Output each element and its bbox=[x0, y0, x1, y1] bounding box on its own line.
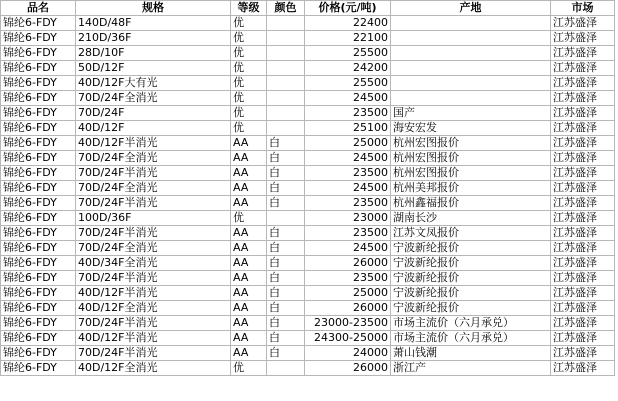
cell-color: 白 bbox=[267, 346, 305, 361]
cell-grade: AA bbox=[231, 136, 267, 151]
cell-name: 锦纶6-FDY bbox=[1, 61, 76, 76]
cell-name: 锦纶6-FDY bbox=[1, 16, 76, 31]
cell-market: 江苏盛泽 bbox=[551, 316, 615, 331]
cell-origin: 市场主流价（六月承兑） bbox=[391, 316, 551, 331]
cell-origin: 杭州宏图报价 bbox=[391, 151, 551, 166]
cell-spec: 140D/48F bbox=[76, 16, 231, 31]
cell-market: 江苏盛泽 bbox=[551, 271, 615, 286]
cell-origin: 宁波新纶报价 bbox=[391, 286, 551, 301]
header-row bbox=[1, 1, 615, 16]
cell-color: 白 bbox=[267, 256, 305, 271]
cell-price: 24000 bbox=[305, 346, 391, 361]
cell-color: 白 bbox=[267, 316, 305, 331]
cell-price: 25000 bbox=[305, 136, 391, 151]
cell-origin: 浙江产 bbox=[391, 361, 551, 376]
table-row bbox=[1, 346, 615, 361]
cell-grade: 优 bbox=[231, 46, 267, 61]
cell-price: 23500 bbox=[305, 271, 391, 286]
cell-origin: 国产 bbox=[391, 106, 551, 121]
cell-spec: 40D/12F半消光 bbox=[76, 286, 231, 301]
cell-origin: 杭州宏图报价 bbox=[391, 136, 551, 151]
cell-price: 23500 bbox=[305, 106, 391, 121]
cell-market: 江苏盛泽 bbox=[551, 151, 615, 166]
cell-price: 23500 bbox=[305, 166, 391, 181]
cell-market: 江苏盛泽 bbox=[551, 196, 615, 211]
cell-color bbox=[267, 106, 305, 121]
cell-market: 江苏盛泽 bbox=[551, 346, 615, 361]
table-row bbox=[1, 256, 615, 271]
cell-market: 江苏盛泽 bbox=[551, 106, 615, 121]
cell-origin: 宁波新纶报价 bbox=[391, 301, 551, 316]
table-row bbox=[1, 76, 615, 91]
cell-grade: 优 bbox=[231, 211, 267, 226]
cell-origin: 杭州美邦报价 bbox=[391, 181, 551, 196]
cell-grade: 优 bbox=[231, 91, 267, 106]
cell-price: 25100 bbox=[305, 121, 391, 136]
cell-color: 白 bbox=[267, 226, 305, 241]
cell-market: 江苏盛泽 bbox=[551, 121, 615, 136]
cell-spec: 28D/10F bbox=[76, 46, 231, 61]
cell-price: 26000 bbox=[305, 256, 391, 271]
cell-market: 江苏盛泽 bbox=[551, 181, 615, 196]
cell-spec: 70D/24F全消光 bbox=[76, 151, 231, 166]
cell-color bbox=[267, 121, 305, 136]
cell-spec: 70D/24F全消光 bbox=[76, 181, 231, 196]
cell-origin: 杭州鑫福报价 bbox=[391, 196, 551, 211]
cell-name: 锦纶6-FDY bbox=[1, 106, 76, 121]
cell-name: 锦纶6-FDY bbox=[1, 286, 76, 301]
header-origin: 产地 bbox=[391, 1, 551, 16]
cell-grade: AA bbox=[231, 316, 267, 331]
cell-origin bbox=[391, 46, 551, 61]
cell-price: 22400 bbox=[305, 16, 391, 31]
cell-origin: 江苏文凤报价 bbox=[391, 226, 551, 241]
table-row bbox=[1, 46, 615, 61]
table-row bbox=[1, 361, 615, 376]
cell-name: 锦纶6-FDY bbox=[1, 211, 76, 226]
cell-origin: 湖南长沙 bbox=[391, 211, 551, 226]
cell-price: 24300-25000 bbox=[305, 331, 391, 346]
cell-spec: 40D/12F大有光 bbox=[76, 76, 231, 91]
cell-price: 23500 bbox=[305, 226, 391, 241]
cell-color: 白 bbox=[267, 271, 305, 286]
cell-name: 锦纶6-FDY bbox=[1, 316, 76, 331]
cell-color: 白 bbox=[267, 166, 305, 181]
cell-name: 锦纶6-FDY bbox=[1, 331, 76, 346]
table-row bbox=[1, 226, 615, 241]
cell-name: 锦纶6-FDY bbox=[1, 46, 76, 61]
cell-name: 锦纶6-FDY bbox=[1, 181, 76, 196]
cell-market: 江苏盛泽 bbox=[551, 91, 615, 106]
cell-grade: 优 bbox=[231, 121, 267, 136]
cell-spec: 40D/12F bbox=[76, 121, 231, 136]
cell-grade: AA bbox=[231, 286, 267, 301]
cell-name: 锦纶6-FDY bbox=[1, 166, 76, 181]
cell-price: 26000 bbox=[305, 361, 391, 376]
cell-market: 江苏盛泽 bbox=[551, 31, 615, 46]
cell-name: 锦纶6-FDY bbox=[1, 226, 76, 241]
table-row bbox=[1, 196, 615, 211]
table-row bbox=[1, 61, 615, 76]
cell-color: 白 bbox=[267, 301, 305, 316]
cell-price: 26000 bbox=[305, 301, 391, 316]
table-body bbox=[1, 16, 615, 376]
cell-spec: 70D/24F半消光 bbox=[76, 166, 231, 181]
cell-market: 江苏盛泽 bbox=[551, 61, 615, 76]
cell-market: 江苏盛泽 bbox=[551, 46, 615, 61]
cell-price: 23000-23500 bbox=[305, 316, 391, 331]
cell-market: 江苏盛泽 bbox=[551, 301, 615, 316]
cell-color bbox=[267, 211, 305, 226]
header-color: 颜色 bbox=[267, 1, 305, 16]
header-market: 市场 bbox=[551, 1, 615, 16]
cell-color bbox=[267, 31, 305, 46]
table-row bbox=[1, 91, 615, 106]
cell-grade: AA bbox=[231, 256, 267, 271]
cell-market: 江苏盛泽 bbox=[551, 361, 615, 376]
cell-color bbox=[267, 61, 305, 76]
cell-color: 白 bbox=[267, 151, 305, 166]
cell-market: 江苏盛泽 bbox=[551, 226, 615, 241]
cell-spec: 70D/24F半消光 bbox=[76, 226, 231, 241]
cell-grade: AA bbox=[231, 301, 267, 316]
cell-grade: 优 bbox=[231, 16, 267, 31]
cell-spec: 70D/24F半消光 bbox=[76, 346, 231, 361]
table-row bbox=[1, 271, 615, 286]
cell-origin bbox=[391, 61, 551, 76]
cell-name: 锦纶6-FDY bbox=[1, 91, 76, 106]
cell-spec: 70D/24F全消光 bbox=[76, 91, 231, 106]
cell-market: 江苏盛泽 bbox=[551, 76, 615, 91]
cell-grade: AA bbox=[231, 151, 267, 166]
cell-name: 锦纶6-FDY bbox=[1, 196, 76, 211]
cell-color bbox=[267, 91, 305, 106]
cell-spec: 50D/12F bbox=[76, 61, 231, 76]
cell-color bbox=[267, 361, 305, 376]
cell-price: 23500 bbox=[305, 196, 391, 211]
cell-color bbox=[267, 46, 305, 61]
cell-color: 白 bbox=[267, 196, 305, 211]
cell-name: 锦纶6-FDY bbox=[1, 76, 76, 91]
cell-spec: 210D/36F bbox=[76, 31, 231, 46]
cell-color: 白 bbox=[267, 181, 305, 196]
cell-spec: 40D/34F全消光 bbox=[76, 256, 231, 271]
cell-name: 锦纶6-FDY bbox=[1, 271, 76, 286]
cell-name: 锦纶6-FDY bbox=[1, 151, 76, 166]
table-row bbox=[1, 286, 615, 301]
cell-origin: 杭州宏图报价 bbox=[391, 166, 551, 181]
cell-name: 锦纶6-FDY bbox=[1, 361, 76, 376]
cell-color bbox=[267, 16, 305, 31]
cell-spec: 40D/12F全消光 bbox=[76, 361, 231, 376]
cell-grade: AA bbox=[231, 241, 267, 256]
cell-color: 白 bbox=[267, 136, 305, 151]
table-row bbox=[1, 121, 615, 136]
cell-spec: 70D/24F半消光 bbox=[76, 271, 231, 286]
table-row bbox=[1, 211, 615, 226]
cell-grade: AA bbox=[231, 196, 267, 211]
table-row bbox=[1, 151, 615, 166]
cell-spec: 70D/24F半消光 bbox=[76, 316, 231, 331]
cell-market: 江苏盛泽 bbox=[551, 211, 615, 226]
cell-name: 锦纶6-FDY bbox=[1, 31, 76, 46]
table-row bbox=[1, 31, 615, 46]
header-price: 价格(元/吨) bbox=[305, 1, 391, 16]
cell-price: 24500 bbox=[305, 91, 391, 106]
table-row bbox=[1, 166, 615, 181]
cell-grade: 优 bbox=[231, 31, 267, 46]
cell-origin: 市场主流价（六月承兑） bbox=[391, 331, 551, 346]
header-spec: 规格 bbox=[76, 1, 231, 16]
cell-color: 白 bbox=[267, 331, 305, 346]
cell-color: 白 bbox=[267, 286, 305, 301]
cell-spec: 100D/36F bbox=[76, 211, 231, 226]
table-row bbox=[1, 16, 615, 31]
cell-name: 锦纶6-FDY bbox=[1, 241, 76, 256]
cell-price: 24500 bbox=[305, 241, 391, 256]
cell-name: 锦纶6-FDY bbox=[1, 346, 76, 361]
cell-market: 江苏盛泽 bbox=[551, 256, 615, 271]
cell-grade: AA bbox=[231, 346, 267, 361]
cell-price: 25000 bbox=[305, 286, 391, 301]
cell-origin bbox=[391, 16, 551, 31]
cell-origin: 宁波新纶报价 bbox=[391, 271, 551, 286]
cell-spec: 40D/12F全消光 bbox=[76, 301, 231, 316]
cell-grade: 优 bbox=[231, 61, 267, 76]
cell-name: 锦纶6-FDY bbox=[1, 121, 76, 136]
cell-price: 24500 bbox=[305, 151, 391, 166]
cell-spec: 40D/12F半消光 bbox=[76, 331, 231, 346]
cell-origin bbox=[391, 76, 551, 91]
cell-grade: AA bbox=[231, 271, 267, 286]
cell-market: 江苏盛泽 bbox=[551, 16, 615, 31]
table-row bbox=[1, 136, 615, 151]
table-row bbox=[1, 181, 615, 196]
table-row bbox=[1, 301, 615, 316]
cell-price: 25500 bbox=[305, 76, 391, 91]
cell-price: 24200 bbox=[305, 61, 391, 76]
cell-origin bbox=[391, 31, 551, 46]
cell-market: 江苏盛泽 bbox=[551, 331, 615, 346]
cell-origin: 海安宏发 bbox=[391, 121, 551, 136]
cell-market: 江苏盛泽 bbox=[551, 166, 615, 181]
cell-origin: 宁波新纶报价 bbox=[391, 241, 551, 256]
cell-grade: 优 bbox=[231, 76, 267, 91]
cell-origin: 萧山钱潮 bbox=[391, 346, 551, 361]
cell-origin bbox=[391, 91, 551, 106]
table-row bbox=[1, 316, 615, 331]
cell-grade: 优 bbox=[231, 361, 267, 376]
cell-price: 24500 bbox=[305, 181, 391, 196]
header-name: 品名 bbox=[1, 1, 76, 16]
cell-market: 江苏盛泽 bbox=[551, 136, 615, 151]
cell-color bbox=[267, 76, 305, 91]
cell-market: 江苏盛泽 bbox=[551, 241, 615, 256]
cell-spec: 70D/24F半消光 bbox=[76, 196, 231, 211]
cell-price: 23000 bbox=[305, 211, 391, 226]
cell-spec: 70D/24F bbox=[76, 106, 231, 121]
cell-price: 22100 bbox=[305, 31, 391, 46]
table-row bbox=[1, 331, 615, 346]
table-row bbox=[1, 106, 615, 121]
cell-grade: AA bbox=[231, 226, 267, 241]
header-grade: 等级 bbox=[231, 1, 267, 16]
cell-spec: 70D/24F全消光 bbox=[76, 241, 231, 256]
cell-name: 锦纶6-FDY bbox=[1, 301, 76, 316]
cell-name: 锦纶6-FDY bbox=[1, 136, 76, 151]
cell-grade: AA bbox=[231, 181, 267, 196]
cell-name: 锦纶6-FDY bbox=[1, 256, 76, 271]
table-row bbox=[1, 241, 615, 256]
cell-spec: 40D/12F半消光 bbox=[76, 136, 231, 151]
cell-price: 25500 bbox=[305, 46, 391, 61]
cell-market: 江苏盛泽 bbox=[551, 286, 615, 301]
cell-origin: 宁波新纶报价 bbox=[391, 256, 551, 271]
cell-grade: AA bbox=[231, 331, 267, 346]
cell-grade: 优 bbox=[231, 106, 267, 121]
cell-grade: AA bbox=[231, 166, 267, 181]
cell-color: 白 bbox=[267, 241, 305, 256]
